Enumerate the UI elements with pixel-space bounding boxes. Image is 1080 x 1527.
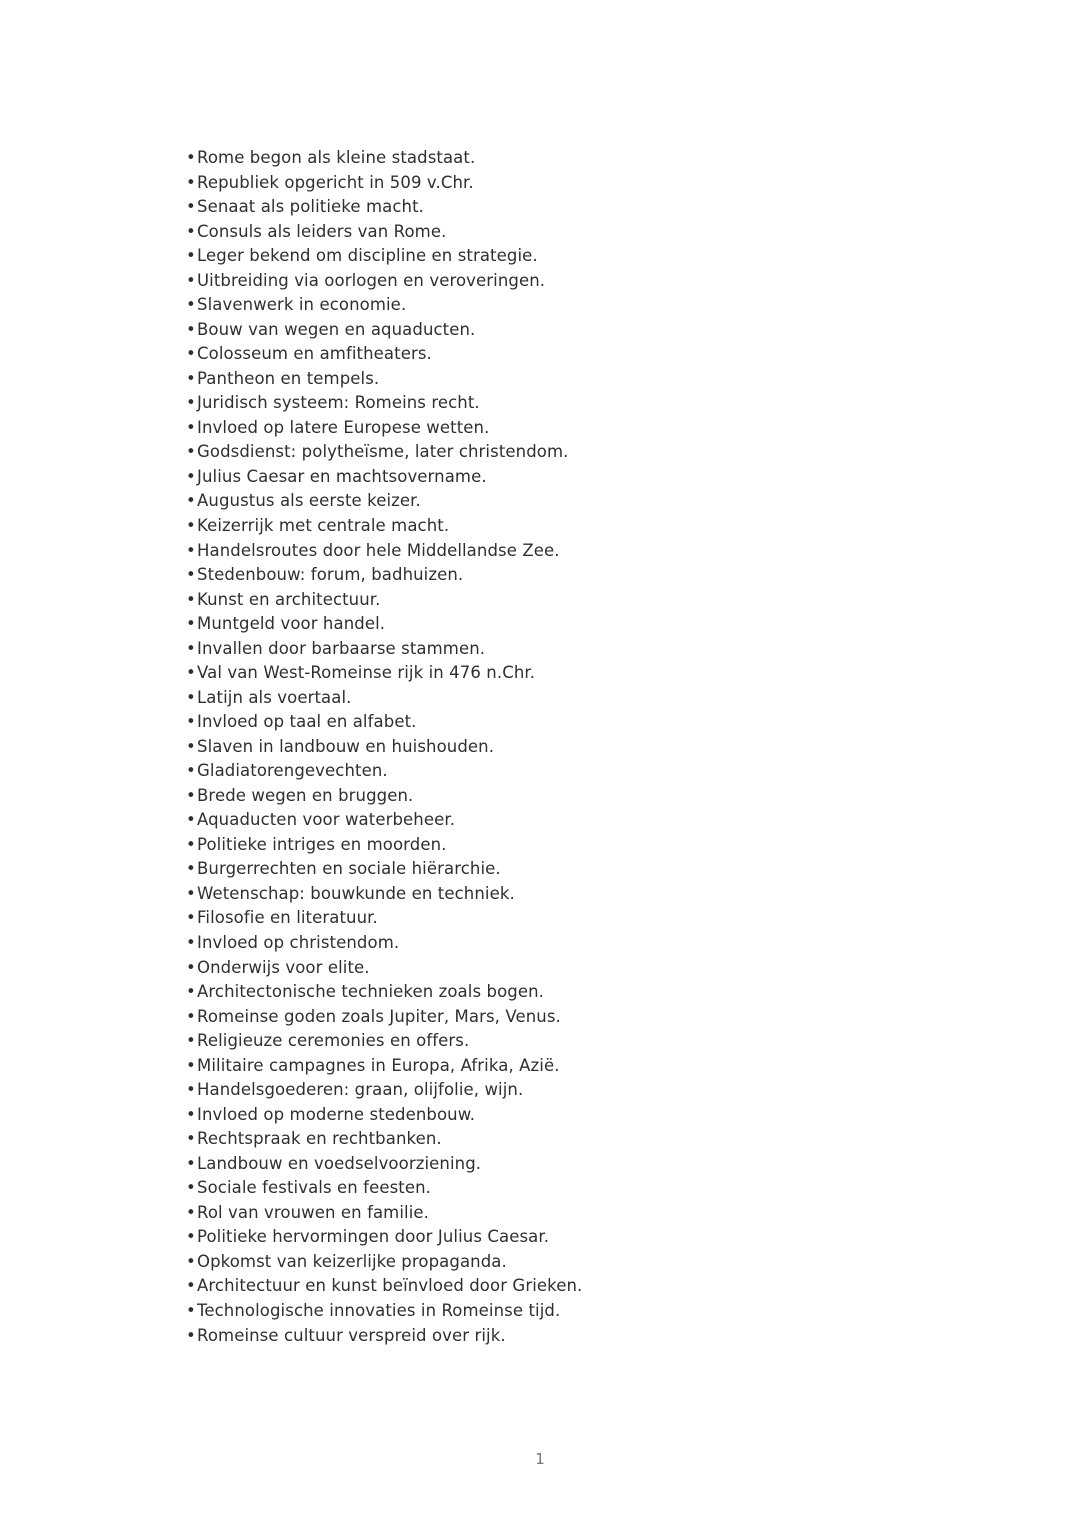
bullet-icon: • [186, 393, 196, 413]
list-item-text: Invloed op latere Europese wetten. [197, 417, 490, 437]
list-item-text: Stedenbouw: forum, badhuizen. [197, 565, 464, 585]
list-item-text: Invloed op christendom. [197, 933, 400, 952]
list-item [186, 269, 1020, 294]
bullet-icon: • [186, 736, 196, 756]
list-item [186, 833, 1020, 858]
list-item-text: Invloed op moderne stedenbouw. [197, 1104, 476, 1124]
list-item [186, 1103, 1020, 1128]
list-item [186, 1324, 1020, 1349]
bullet-icon: • [186, 148, 196, 167]
list-item-text: Burgerrechten en sociale hiërarchie. [197, 859, 501, 879]
bullet-icon: • [186, 344, 196, 364]
list-item [186, 1152, 1020, 1177]
list-item-text: Invallen door barbaarse stammen. [197, 638, 486, 658]
bullet-icon: • [186, 1006, 196, 1026]
list-item-text: Kunst en architectuur. [197, 589, 381, 609]
bullet-icon: • [186, 270, 196, 290]
list-item [186, 759, 1020, 784]
bullet-icon: • [186, 1178, 196, 1198]
list-item-text: Landbouw en voedselvoorziening. [197, 1153, 482, 1173]
list-item [186, 489, 1020, 514]
list-item-text: Muntgeld voor handel. [197, 614, 386, 634]
list-item [186, 220, 1020, 245]
bullet-icon: • [186, 442, 196, 462]
list-item [186, 1299, 1020, 1324]
bullet-icon: • [186, 908, 196, 928]
bullet-icon: • [186, 614, 196, 634]
list-item-text: Romeinse goden zoals Jupiter, Mars, Venus. [197, 1006, 561, 1026]
list-item [186, 882, 1020, 907]
list-item [186, 1250, 1020, 1275]
list-item-text: Rol van vrouwen en familie. [197, 1202, 430, 1222]
bullet-icon: • [186, 1153, 196, 1173]
bullet-list [186, 146, 1020, 1348]
list-item [186, 637, 1020, 662]
list-item [186, 784, 1020, 809]
list-item [186, 1274, 1020, 1299]
list-item-text: Bouw van wegen en aquaducten. [197, 319, 476, 339]
list-item [186, 416, 1020, 441]
list-item-text: Invloed op taal en alfabet. [197, 712, 417, 732]
list-item-text: Gladiatorengevechten. [197, 761, 388, 781]
list-item-text: Leger bekend om discipline en strategie. [197, 246, 538, 266]
bullet-icon: • [186, 761, 196, 781]
bullet-icon: • [186, 246, 196, 266]
list-item-text: Augustus als eerste keizer. [197, 491, 421, 511]
list-item-text: Colosseum en amfitheaters. [197, 344, 432, 364]
bullet-icon: • [186, 1104, 196, 1124]
page-number: 1 [535, 1450, 545, 1468]
list-item-text: Onderwijs voor elite. [197, 957, 370, 977]
list-item [186, 1029, 1020, 1054]
list-item-text: Handelsgoederen: graan, olijfolie, wijn. [197, 1080, 524, 1100]
list-item [186, 686, 1020, 711]
list-item-text: Aquaducten voor waterbeheer. [197, 810, 456, 830]
bullet-icon: • [186, 319, 196, 339]
list-item [186, 588, 1020, 613]
bullet-icon: • [186, 295, 196, 315]
list-item [186, 514, 1020, 539]
list-item-text: Julius Caesar en machtsovername. [197, 466, 487, 486]
bullet-icon: • [186, 810, 196, 830]
list-item-text: Uitbreiding via oorlogen en veroveringen. [197, 270, 546, 290]
bullet-icon: • [186, 1325, 196, 1345]
bullet-icon: • [186, 1129, 196, 1149]
list-item-text: Architectuur en kunst beïnvloed door Grieken. [197, 1276, 583, 1296]
bullet-icon: • [186, 221, 196, 241]
list-item-text: Republiek opgericht in 509 v.Chr. [197, 172, 474, 192]
bullet-icon: • [186, 368, 196, 388]
bullet-icon: • [186, 565, 196, 585]
bullet-icon: • [186, 172, 196, 192]
list-item-text: Filosofie en literatuur. [197, 908, 378, 928]
list-item [186, 195, 1020, 220]
list-item-text: Slaven in landbouw en huishouden. [197, 736, 495, 756]
bullet-icon: • [186, 957, 196, 977]
bullet-icon: • [186, 1251, 196, 1271]
list-item [186, 146, 1020, 171]
list-item [186, 1054, 1020, 1079]
list-item [186, 465, 1020, 490]
list-item-text: Opkomst van keizerlijke propaganda. [197, 1251, 507, 1271]
bullet-icon: • [186, 687, 196, 707]
bullet-icon: • [186, 663, 196, 683]
list-item [186, 318, 1020, 343]
list-item-text: Politieke hervormingen door Julius Caesar. [197, 1227, 550, 1247]
list-item [186, 1176, 1020, 1201]
list-item [186, 1127, 1020, 1152]
list-item-text: Val van West-Romeinse rijk in 476 n.Chr. [197, 663, 536, 683]
list-item-text: Militaire campagnes in Europa, Afrika, Azië. [197, 1055, 560, 1075]
bullet-icon: • [186, 712, 196, 732]
list-item [186, 293, 1020, 318]
list-item [186, 244, 1020, 269]
bullet-icon: • [186, 638, 196, 658]
bullet-icon: • [186, 1031, 196, 1051]
list-item-text: Slavenwerk in economie. [197, 295, 407, 315]
bullet-icon: • [186, 1202, 196, 1222]
list-item-text: Godsdienst: polytheïsme, later christendom. [197, 442, 569, 462]
list-item [186, 391, 1020, 416]
bullet-icon: • [186, 540, 196, 560]
list-item [186, 1005, 1020, 1030]
list-item-text: Consuls als leiders van Rome. [197, 221, 447, 241]
list-item [186, 735, 1020, 760]
bullet-icon: • [186, 1227, 196, 1247]
list-item [186, 171, 1020, 196]
bullet-icon: • [186, 1276, 196, 1296]
bullet-icon: • [186, 883, 196, 903]
bullet-icon: • [186, 466, 196, 486]
bullet-icon: • [186, 515, 196, 535]
list-item [186, 539, 1020, 564]
bullet-icon: • [186, 589, 196, 609]
list-item [186, 367, 1020, 392]
list-item-text: Wetenschap: bouwkunde en techniek. [197, 883, 515, 903]
list-item-text: Pantheon en tempels. [197, 368, 380, 388]
list-item-text: Architectonische technieken zoals bogen. [197, 982, 544, 1002]
list-item [186, 563, 1020, 588]
bullet-icon: • [186, 1300, 196, 1320]
list-item [186, 980, 1020, 1005]
list-item [186, 1225, 1020, 1250]
bullet-icon: • [186, 1080, 196, 1100]
list-item [186, 808, 1020, 833]
list-item [186, 956, 1020, 981]
list-item [186, 612, 1020, 637]
list-item-text: Rechtspraak en rechtbanken. [197, 1129, 442, 1149]
list-item [186, 931, 1020, 956]
list-item [186, 661, 1020, 686]
list-item [186, 710, 1020, 735]
bullet-icon: • [186, 491, 196, 511]
bullet-icon: • [186, 785, 196, 805]
bullet-icon: • [186, 417, 196, 437]
list-item-text: Romeinse cultuur verspreid over rijk. [197, 1325, 506, 1345]
bullet-icon: • [186, 834, 196, 854]
list-item [186, 857, 1020, 882]
list-item-text: Religieuze ceremonies en offers. [197, 1031, 470, 1051]
list-item-text: Sociale festivals en feesten. [197, 1178, 432, 1198]
list-item-text: Politieke intriges en moorden. [197, 834, 447, 854]
list-item-text: Latijn als voertaal. [197, 687, 352, 707]
list-item-text: Keizerrijk met centrale macht. [197, 515, 450, 535]
list-item-text: Juridisch systeem: Romeins recht. [197, 393, 480, 413]
list-item [186, 1201, 1020, 1226]
list-item-text: Handelsroutes door hele Middellandse Zee. [197, 540, 560, 560]
bullet-icon: • [186, 982, 196, 1002]
bullet-icon: • [186, 197, 196, 217]
list-item [186, 1078, 1020, 1103]
list-item-text: Senaat als politieke macht. [197, 197, 424, 217]
list-item-text: Rome begon als kleine stadstaat. [197, 148, 476, 167]
list-item-text: Technologische innovaties in Romeinse tijd. [197, 1300, 561, 1320]
bullet-icon: • [186, 1055, 196, 1075]
bullet-icon: • [186, 933, 196, 952]
bullet-icon: • [186, 859, 196, 879]
list-item [186, 906, 1020, 931]
list-item [186, 440, 1020, 465]
list-item [186, 342, 1020, 367]
list-item-text: Brede wegen en bruggen. [197, 785, 414, 805]
